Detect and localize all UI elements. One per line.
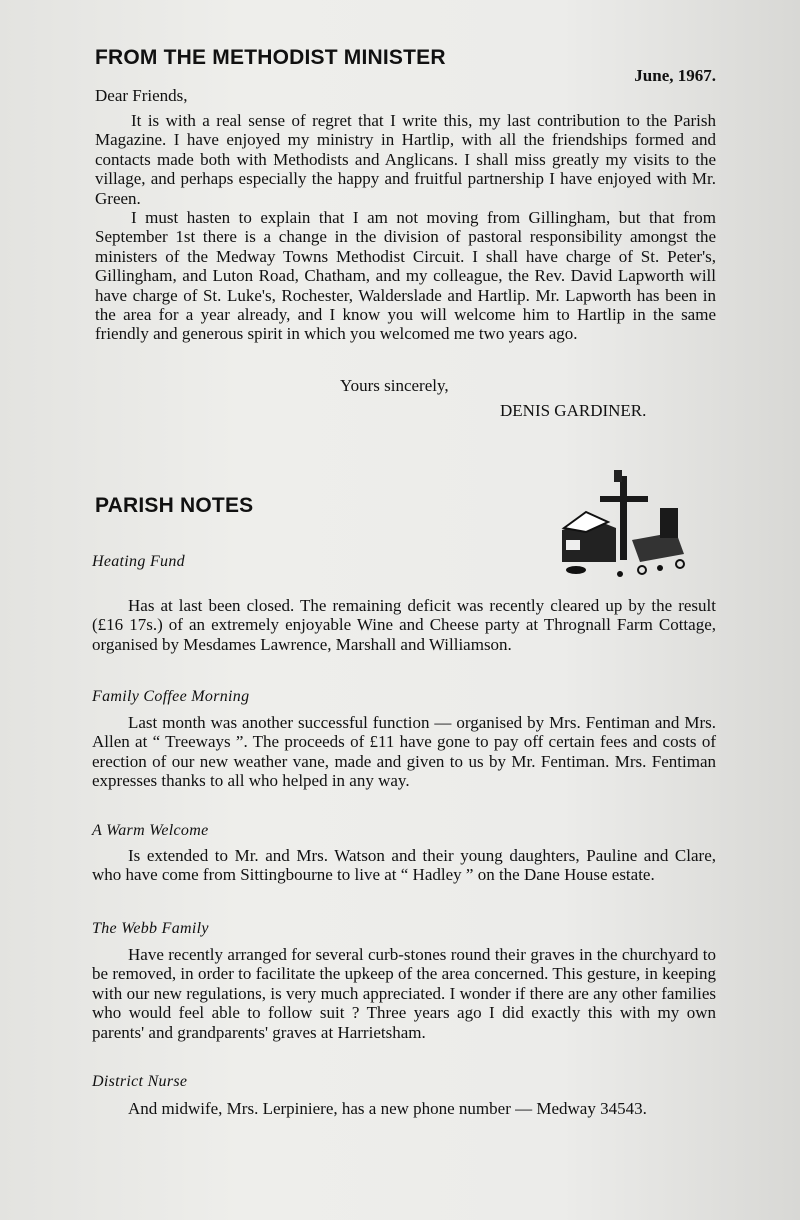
note-text-district-nurse [92,1099,716,1118]
note-title-webb-family: The Webb Family [92,920,209,937]
note-title-family-coffee-morning: Family Coffee Morning [92,688,250,705]
note-paragraph: Has at last been closed. The remaining deficit was recently cleared up by the result (£16 17s.) of an extremely enjoyable Wine and Cheese party at Thrognall Farm Cottage, organised by Mesdames Lawrence, Marshall and Williamson. [92,596,716,654]
note-paragraph: And midwife, Mrs. Lerpiniere, has a new phone number — Medway 34543. [128,1099,647,1118]
note-paragraph: Is extended to Mr. and Mrs. Watson and their young daughters, Pauline and Clare, who have come from Sittingbourne to live at “ Hadley ” on the Dane House estate. [92,846,716,885]
note-paragraph: Last month was another successful function — organised by Mrs. Fentiman and Mrs. Allen at “ Treeways ”. The proceeds of £11 have gone to pay off certain fees and costs of erection of our new weather vane, made and given to us by Mr. Fentiman. Mrs. Fentiman expresses thanks to all who helped in any way. [92,713,716,791]
salutation: Dear Friends, [95,86,188,105]
letter-paragraph-2: I must hasten to explain that I am not moving from Gillingham, but that from September 1st there is a change in the division of pastoral responsibility amongst the ministers of the Medway Towns Methodist Circuit. I shall have charge of St. Peter's, Gillingham, and Luton Road, Chatham, and my colleague, the Rev. David Lapworth will have charge of St. Luke's, Rochester, Walderslade and Hartlip. Mr. Lapworth has been in the area for a year already, and I know you will welcome him to Hartlip in the same friendly and generous spirit in which you welcomed me two years ago. [95,208,716,344]
letter-body [95,111,716,344]
note-paragraph: Have recently arranged for several curb-stones round their graves in the churchyard to be removed, in order to facilitate the upkeep of the area concerned. This gesture, in keeping with our new regulations, is very much appreciated. I wonder if there are any other families who would feel able to follow suit ? Three years ago I did exactly this with my own parents' and grandparents' graves at Harrietsham. [92,945,716,1042]
note-title-heating-fund: Heating Fund [92,553,185,570]
note-text-warm-welcome [92,846,716,885]
letter-paragraph-1: It is with a real sense of regret that I write this, my last contribution to the Parish Magazine. I have enjoyed my ministry in Hartlip, with all the friendships formed and contacts made both with Methodists and Anglicans. I shall miss greatly my visits to the village, and perhaps especially the happy and fruitful partnership I have enjoyed with Mr. Green. [95,111,716,208]
letter-closing: Yours sincerely, [340,376,449,395]
note-text-heating-fund [92,596,716,654]
note-title-district-nurse: District Nurse [92,1073,188,1090]
letter-date: June, 1967. [634,66,716,85]
note-text-webb-family [92,945,716,1042]
church-illustration-icon [556,470,692,580]
letter-signature: DENIS GARDINER. [500,401,647,420]
methodist-heading: FROM THE METHODIST MINISTER [95,46,446,69]
note-text-family-coffee-morning [92,713,716,791]
note-title-warm-welcome: A Warm Welcome [92,822,209,839]
parish-notes-heading: PARISH NOTES [95,494,254,517]
